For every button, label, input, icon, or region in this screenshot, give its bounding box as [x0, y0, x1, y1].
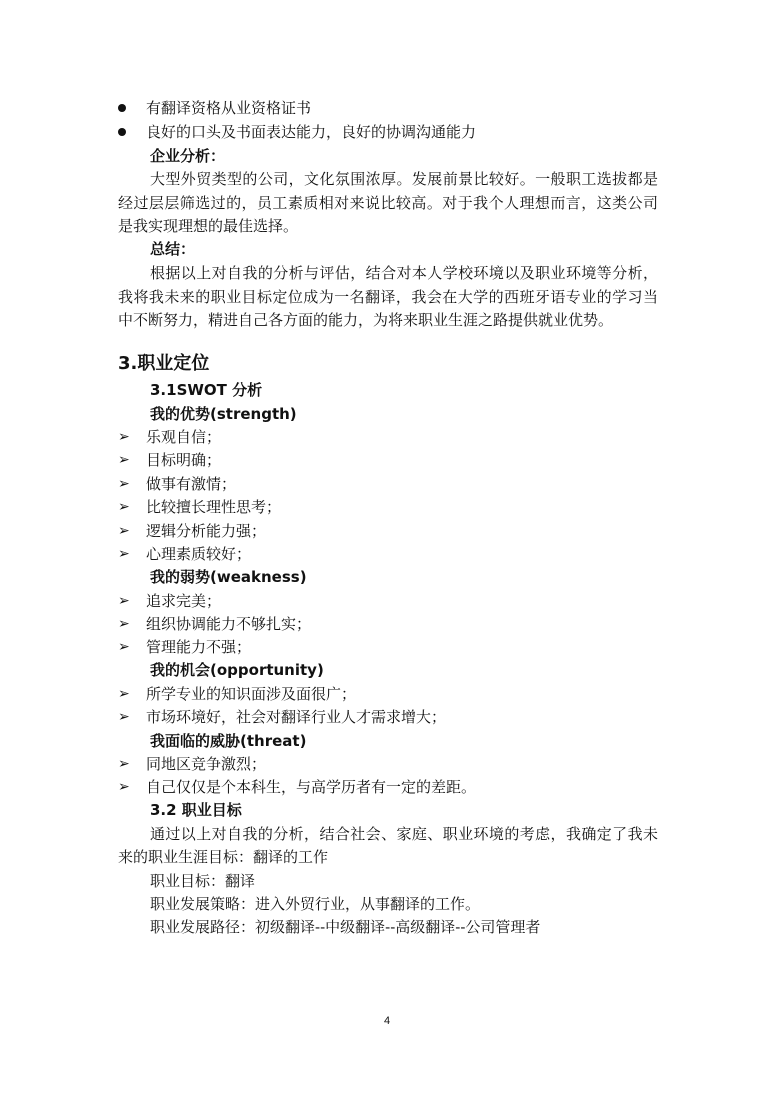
list-item-text: 所学专业的知识面涉及面很广；: [146, 685, 357, 703]
list-item-text: 心理素质较好；: [146, 545, 252, 563]
weakness-heading: 我的弱势(weakness): [150, 568, 307, 586]
list-item: [0, 706, 774, 728]
opportunity-heading: 我的机会(opportunity): [150, 661, 324, 679]
bullet-dot-icon: [118, 104, 126, 112]
paragraph-line: 大型外贸类型的公司，文化氛围浓厚。发展前景比较好。一般职工选拔都是: [150, 170, 658, 188]
list-item: [0, 683, 774, 705]
arrow-bullet-icon: ➢: [118, 476, 130, 492]
list-item: [0, 496, 774, 518]
summary-heading: 总结：: [150, 240, 196, 258]
list-item: [0, 590, 774, 612]
paragraph-line: 经过层层筛选过的，员工素质相对来说比较高。对于我个人理想而言，这类公司: [118, 194, 658, 212]
arrow-bullet-icon: ➢: [118, 686, 130, 702]
arrow-bullet-icon: ➢: [118, 639, 130, 655]
list-item-text: 管理能力不强；: [146, 638, 252, 656]
arrow-bullet-icon: ➢: [118, 499, 130, 515]
career-path: 职业发展路径：初级翻译--中级翻译--高级翻译--公司管理者: [150, 918, 541, 936]
list-item-text: 追求完美；: [146, 592, 222, 610]
list-item: [0, 613, 774, 635]
list-item: [0, 426, 774, 448]
list-item-text: 良好的口头及书面表达能力，良好的协调沟通能力: [146, 123, 477, 141]
swot-title: 3.1SWOT 分析: [150, 381, 263, 399]
list-item-text: 比较擅长理性思考；: [146, 498, 282, 516]
enterprise-heading: 企业分析：: [150, 147, 226, 165]
paragraph-line: 根据以上对自我的分析与评估，结合对本人学校环境以及职业环境等分析，: [150, 264, 658, 282]
arrow-bullet-icon: ➢: [118, 756, 130, 772]
paragraph-line: 通过以上对自我的分析，结合社会、家庭、职业环境的考虑，我确定了我未: [150, 825, 658, 843]
paragraph-line: 我将我未来的职业目标定位成为一名翻译，我会在大学的西班牙语专业的学习当: [118, 288, 658, 306]
page-number: 4: [383, 1015, 391, 1027]
list-item-text: 做事有激情；: [146, 475, 237, 493]
list-item: [0, 520, 774, 542]
bullet-dot-icon: [118, 128, 126, 136]
list-item-text: 自己仅仅是个本科生，与高学历者有一定的差距。: [146, 778, 477, 796]
list-item-text: 乐观自信；: [146, 428, 222, 446]
arrow-bullet-icon: ➢: [118, 709, 130, 725]
arrow-bullet-icon: ➢: [118, 452, 130, 468]
paragraph-line: 是我实现理想的最佳选择。: [118, 217, 299, 235]
threat-heading: 我面临的威胁(threat): [150, 732, 307, 750]
paragraph-line: 中不断努力，精进自己各方面的能力，为将来职业生涯之路提供就业优势。: [118, 311, 614, 329]
list-item-text: 有翻译资格从业资格证书: [146, 99, 312, 117]
list-item: [0, 97, 774, 119]
list-item: [0, 121, 774, 143]
list-item: [0, 473, 774, 495]
strength-heading: 我的优势(strength): [150, 405, 297, 423]
list-item: [0, 776, 774, 798]
list-item: [0, 449, 774, 471]
list-item-text: 目标明确；: [146, 451, 222, 469]
list-item-text: 同地区竞争激烈；: [146, 755, 267, 773]
goal-title: 3.2 职业目标: [150, 801, 242, 819]
arrow-bullet-icon: ➢: [118, 523, 130, 539]
arrow-bullet-icon: ➢: [118, 546, 130, 562]
list-item: [0, 753, 774, 775]
list-item: [0, 636, 774, 658]
section-title: 3.职业定位: [118, 353, 210, 374]
career-strategy: 职业发展策略：进入外贸行业，从事翻译的工作。: [150, 895, 481, 913]
list-item-text: 市场环境好，社会对翻译行业人才需求增大；: [146, 708, 447, 726]
arrow-bullet-icon: ➢: [118, 779, 130, 795]
list-item-text: 组织协调能力不够扎实；: [146, 615, 312, 633]
arrow-bullet-icon: ➢: [118, 429, 130, 445]
list-item-text: 逻辑分析能力强；: [146, 522, 267, 540]
list-item: [0, 543, 774, 565]
paragraph-line: 来的职业生涯目标：翻译的工作: [118, 848, 329, 866]
career-goal: 职业目标：翻译: [150, 872, 256, 890]
arrow-bullet-icon: ➢: [118, 593, 130, 609]
arrow-bullet-icon: ➢: [118, 616, 130, 632]
